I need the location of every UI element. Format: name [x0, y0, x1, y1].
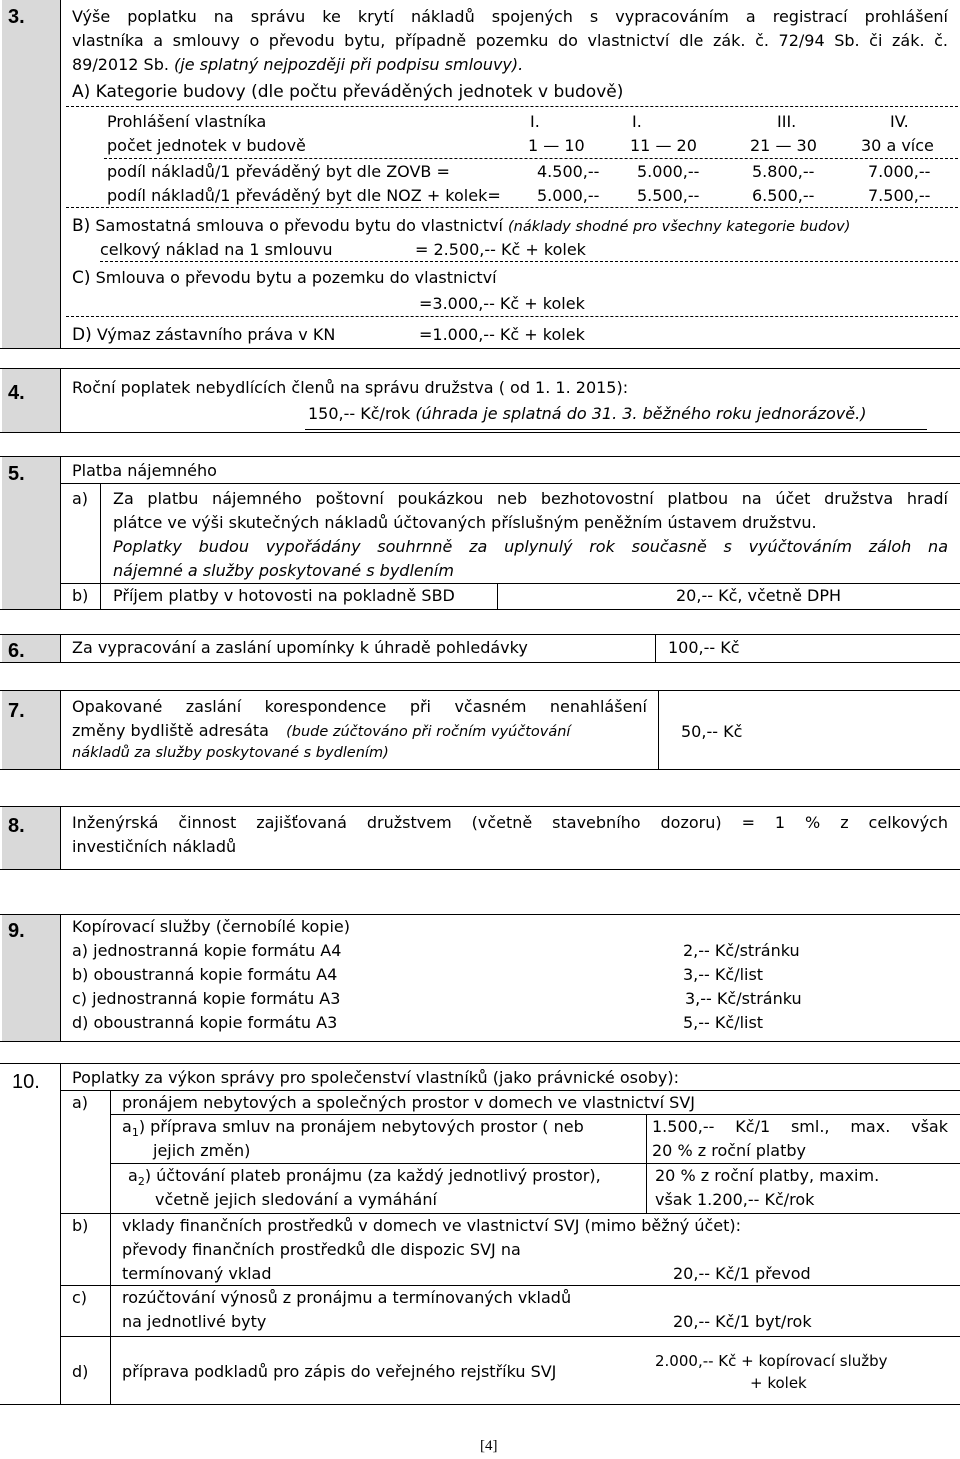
- s10-a1-price2: 20 % z roční platby: [652, 1141, 807, 1160]
- section-border: [0, 1063, 960, 1064]
- divider: [60, 1064, 61, 1404]
- section-border: [0, 634, 960, 635]
- s3-b-total-label: celkový náklad na 1 smlouvu: [100, 240, 333, 259]
- divider: [110, 1090, 111, 1404]
- s10-a1-line2: jejich změn): [153, 1141, 251, 1160]
- s5-a-line4: nájemné a služby poskytované s bydlením: [113, 561, 454, 580]
- section-3-number: 3.: [8, 6, 25, 28]
- s3-b-total-value: = 2.500,-- Kč + kolek: [415, 240, 586, 259]
- dashed-separator: [66, 316, 958, 317]
- s6-price: 100,-- Kč: [668, 638, 740, 657]
- table-row3-col3: 5.800,--: [752, 162, 815, 181]
- section-7-number: 7.: [8, 700, 25, 722]
- divider: [100, 483, 101, 609]
- s10-b-line1: vklady finančních prostředků v domech ve vlastnictví SVJ (mimo běžný účet):: [122, 1216, 742, 1235]
- s9-item-label: b) oboustranná kopie formátu A4: [72, 965, 338, 984]
- underline: [305, 429, 927, 430]
- s10-a2-sub: 2: [137, 1175, 145, 1189]
- s10-a1-price1: 1.500,-- Kč/1 sml., max. však: [652, 1117, 948, 1136]
- s9-item-price: 3,-- Kč/list: [683, 965, 764, 984]
- section-border: [0, 914, 960, 915]
- s3-d-heading: [72, 325, 335, 345]
- section-border: [0, 432, 960, 433]
- s9-item-price: 3,-- Kč/stránku: [685, 989, 802, 1008]
- s5-b-price: 20,-- Kč, včetně DPH: [676, 586, 841, 605]
- s10-a2-text: ) účtování plateb pronájmu (za každý jednotlivý prostor),: [144, 1166, 601, 1185]
- divider: [60, 807, 61, 869]
- s10-c-letter: c): [72, 1288, 88, 1307]
- s9-item-price: 5,-- Kč/list: [683, 1013, 764, 1032]
- s10-a1-prefix: a: [122, 1117, 132, 1136]
- s10-a2-price1: 20 % z roční platby, maxim.: [655, 1166, 880, 1185]
- s5-b-label: Příjem platby v hotovosti na pokladně SBD: [113, 586, 455, 605]
- s10-c-line1: rozúčtování výnosů z pronájmu a termínovaných vkladů: [122, 1288, 572, 1307]
- s10-d-price1: 2.000,-- Kč + kopírovací služby: [655, 1352, 888, 1370]
- section-border: [0, 1404, 960, 1405]
- row-border: [61, 583, 960, 584]
- section-3-number-cell: [2, 0, 60, 348]
- s7-line1: Opakované zaslání korespondence při včasném nenahlášení: [72, 697, 647, 716]
- table-row4-col4: 7.500,--: [868, 186, 931, 205]
- row-border: [61, 1213, 960, 1214]
- s10-b-letter: b): [72, 1216, 89, 1235]
- s3-c-letter: C): [72, 268, 91, 288]
- s5-a-letter: a): [72, 489, 89, 508]
- divider: [655, 635, 656, 662]
- s3-b-label: Samostatná smlouva o převodu bytu do vlastnictví: [95, 216, 503, 235]
- s4-fee-line: [308, 404, 866, 423]
- s10-a2-prefix: a: [128, 1166, 138, 1185]
- s8-line2: investičních nákladů: [72, 837, 237, 856]
- section-border: [0, 869, 960, 870]
- s7-line2-text: změny bydliště adresáta: [72, 721, 269, 740]
- table-row1-col4: IV.: [890, 112, 909, 131]
- s3-d-value: =1.000,-- Kč + kolek: [419, 325, 585, 344]
- s3-d-label: Výmaz zástavního práva v KN: [96, 325, 336, 344]
- dashed-separator: [104, 158, 958, 159]
- s3-c-label: Smlouva o převodu bytu a pozemku do vlastnictví: [95, 268, 497, 287]
- table-row1-col2: I.: [632, 112, 642, 131]
- s4-title: Roční poplatek nebydlících členů na správu družstva ( od 1. 1. 2015):: [72, 378, 629, 397]
- s5-a-line1: Za platbu nájemného poštovní poukázkou neb bezhotovostní platbou na účet družstva hradí: [113, 489, 948, 508]
- s10-c-line2: na jednotlivé byty: [122, 1312, 267, 1331]
- s10-a1-line1: [122, 1117, 584, 1139]
- section-border: [0, 806, 960, 807]
- row-border: [111, 1163, 960, 1164]
- row-border: [61, 1090, 960, 1091]
- dashed-separator: [66, 207, 958, 208]
- s5-title: Platba nájemného: [72, 461, 217, 480]
- dashed-separator: [100, 261, 958, 262]
- s5-b-letter: b): [72, 586, 89, 605]
- table-row4-col2: 5.500,--: [637, 186, 700, 205]
- s10-title: Poplatky za výkon správy pro společenství vlastníků (jako právnické osoby):: [72, 1068, 680, 1087]
- divider: [60, 0, 61, 348]
- section-9-number: 9.: [8, 920, 25, 942]
- section-border: [0, 690, 960, 691]
- section-border: [0, 368, 960, 369]
- s9-item-label: c) jednostranná kopie formátu A3: [72, 989, 341, 1008]
- s10-a2-line2: včetně jejich sledování a vymáhání: [155, 1190, 437, 1209]
- s3-c-value: =3.000,-- Kč + kolek: [419, 294, 585, 313]
- divider: [60, 457, 61, 609]
- s10-c-price: 20,-- Kč/1 byt/rok: [673, 1312, 812, 1331]
- table-row1-col3: III.: [777, 112, 797, 131]
- page-number: [4]: [480, 1438, 498, 1454]
- s3-c-heading: [72, 268, 497, 288]
- row-border: [61, 1285, 960, 1286]
- table-row2-col4: 30 a více: [861, 136, 934, 155]
- divider: [646, 1114, 647, 1214]
- s3-b-letter: B): [72, 216, 91, 236]
- s3-intro-line3: [72, 55, 523, 74]
- section-6-number: 6.: [8, 640, 25, 662]
- section-border: [0, 1041, 960, 1042]
- table-row3-col1: 4.500,--: [537, 162, 600, 181]
- s10-d-price2: + kolek: [750, 1374, 807, 1392]
- table-row2-col1: 1 — 10: [528, 136, 585, 155]
- table-row3-col2: 5.000,--: [637, 162, 700, 181]
- s6-label: Za vypracování a zaslání upomínky k úhradě pohledávky: [72, 638, 528, 657]
- section-8-number: 8.: [8, 815, 25, 837]
- table-row2-col3: 21 — 30: [750, 136, 817, 155]
- divider: [60, 691, 61, 769]
- s3-intro-line1: Výše poplatku na správu ke krytí nákladů spojených s vypracováním a registrací prohlášení: [72, 7, 948, 26]
- s10-b-price: 20,-- Kč/1 převod: [673, 1264, 811, 1283]
- s9-item-label: d) oboustranná kopie formátu A3: [72, 1013, 338, 1032]
- row-border: [61, 1336, 960, 1337]
- s7-line2-note: (bude zúčtováno při ročním vyúčtování: [286, 724, 571, 740]
- divider: [60, 369, 61, 432]
- s4-note: (úhrada je splatná do 31. 3. běžného roku jednorázově.): [415, 404, 867, 423]
- table-row2-label: počet jednotek v budově: [107, 136, 306, 155]
- row-border: [111, 1114, 960, 1115]
- table-row3-label: podíl nákladů/1 převáděný byt dle ZOVB =: [107, 162, 450, 181]
- s10-a1-text: ) příprava smluv na pronájem nebytových prostor ( neb: [138, 1117, 584, 1136]
- s9-item-price: 2,-- Kč/stránku: [683, 941, 800, 960]
- s10-a2-price2: však 1.200,-- Kč/rok: [655, 1190, 815, 1209]
- s3-a-letter: A): [72, 82, 91, 102]
- table-row1-col1: I.: [530, 112, 540, 131]
- divider: [60, 635, 61, 662]
- divider: [658, 691, 659, 769]
- s3-intro-line2: vlastníka a smlouvy o převodu bytu, případně pozemku do vlastnictví dle zák. č. 72/94 Sb. či zák. č.: [72, 31, 948, 50]
- s10-d-label: příprava podkladů pro zápis do veřejného rejstříku SVJ: [122, 1362, 557, 1381]
- section-border: [0, 456, 960, 457]
- s10-a1-sub: 1: [131, 1126, 139, 1140]
- s3-a-label: Kategorie budovy (dle počtu převáděných jednotek v budově): [95, 82, 624, 102]
- s8-line1: Inženýrská činnost zajišťovaná družstvem (včetně stavebního dozoru) = 1 % z celkových: [72, 813, 948, 832]
- table-row1-label: Prohlášení vlastníka: [107, 112, 267, 131]
- row-border: [61, 483, 960, 484]
- s3-law-ref: 89/2012 Sb.: [72, 55, 169, 74]
- divider: [497, 583, 498, 609]
- table-row3-col4: 7.000,--: [868, 162, 931, 181]
- s9-title: Kopírovací služby (černobílé kopie): [72, 917, 350, 936]
- s5-a-line2: plátce ve výši skutečných nákladů účtovaných příslušným peněžním ústavem družstvu.: [113, 513, 817, 532]
- s3-d-letter: D): [72, 325, 92, 345]
- s5-a-line3: Poplatky budou vypořádány souhrnně za uplynulý rok současně s vyúčtováním záloh na: [113, 537, 948, 556]
- s3-b-note: (náklady shodné pro všechny kategorie budov): [508, 219, 851, 235]
- s10-a-letter: a): [72, 1093, 89, 1112]
- table-row2-col2: 11 — 20: [630, 136, 697, 155]
- divider: [60, 915, 61, 1041]
- s4-price: 150,-- Kč/rok: [308, 404, 411, 423]
- table-row4-col3: 6.500,--: [752, 186, 815, 205]
- s10-a-label: pronájem nebytových a společných prostor v domech ve vlastnictví SVJ: [122, 1093, 695, 1112]
- s3-due-note: (je splatný nejpozději při podpisu smlouvy).: [174, 55, 524, 74]
- section-10-number: 10.: [12, 1071, 40, 1093]
- table-row4-col1: 5.000,--: [537, 186, 600, 205]
- table-row4-label: podíl nákladů/1 převáděný byt dle NOZ + kolek=: [107, 186, 501, 205]
- s7-line3: nákladů za služby poskytované s bydlením): [72, 745, 389, 761]
- s7-price: 50,-- Kč: [681, 722, 743, 741]
- s7-line2: [72, 721, 647, 741]
- section-5-number: 5.: [8, 463, 25, 485]
- s10-b-line3: termínovaný vklad: [122, 1264, 272, 1283]
- section-border: [0, 662, 960, 663]
- section-border: [0, 348, 960, 349]
- s10-d-letter: d): [72, 1362, 89, 1381]
- s3-a-heading: [72, 82, 623, 102]
- section-border: [0, 609, 960, 610]
- section-border: [0, 769, 960, 770]
- s3-b-heading: [72, 216, 850, 236]
- s10-b-line2: převody finančních prostředků dle dispozic SVJ na: [122, 1240, 521, 1259]
- s10-a2-line1: [128, 1166, 601, 1188]
- s9-item-label: a) jednostranná kopie formátu A4: [72, 941, 342, 960]
- section-4-number: 4.: [8, 382, 25, 404]
- dashed-separator: [66, 106, 958, 107]
